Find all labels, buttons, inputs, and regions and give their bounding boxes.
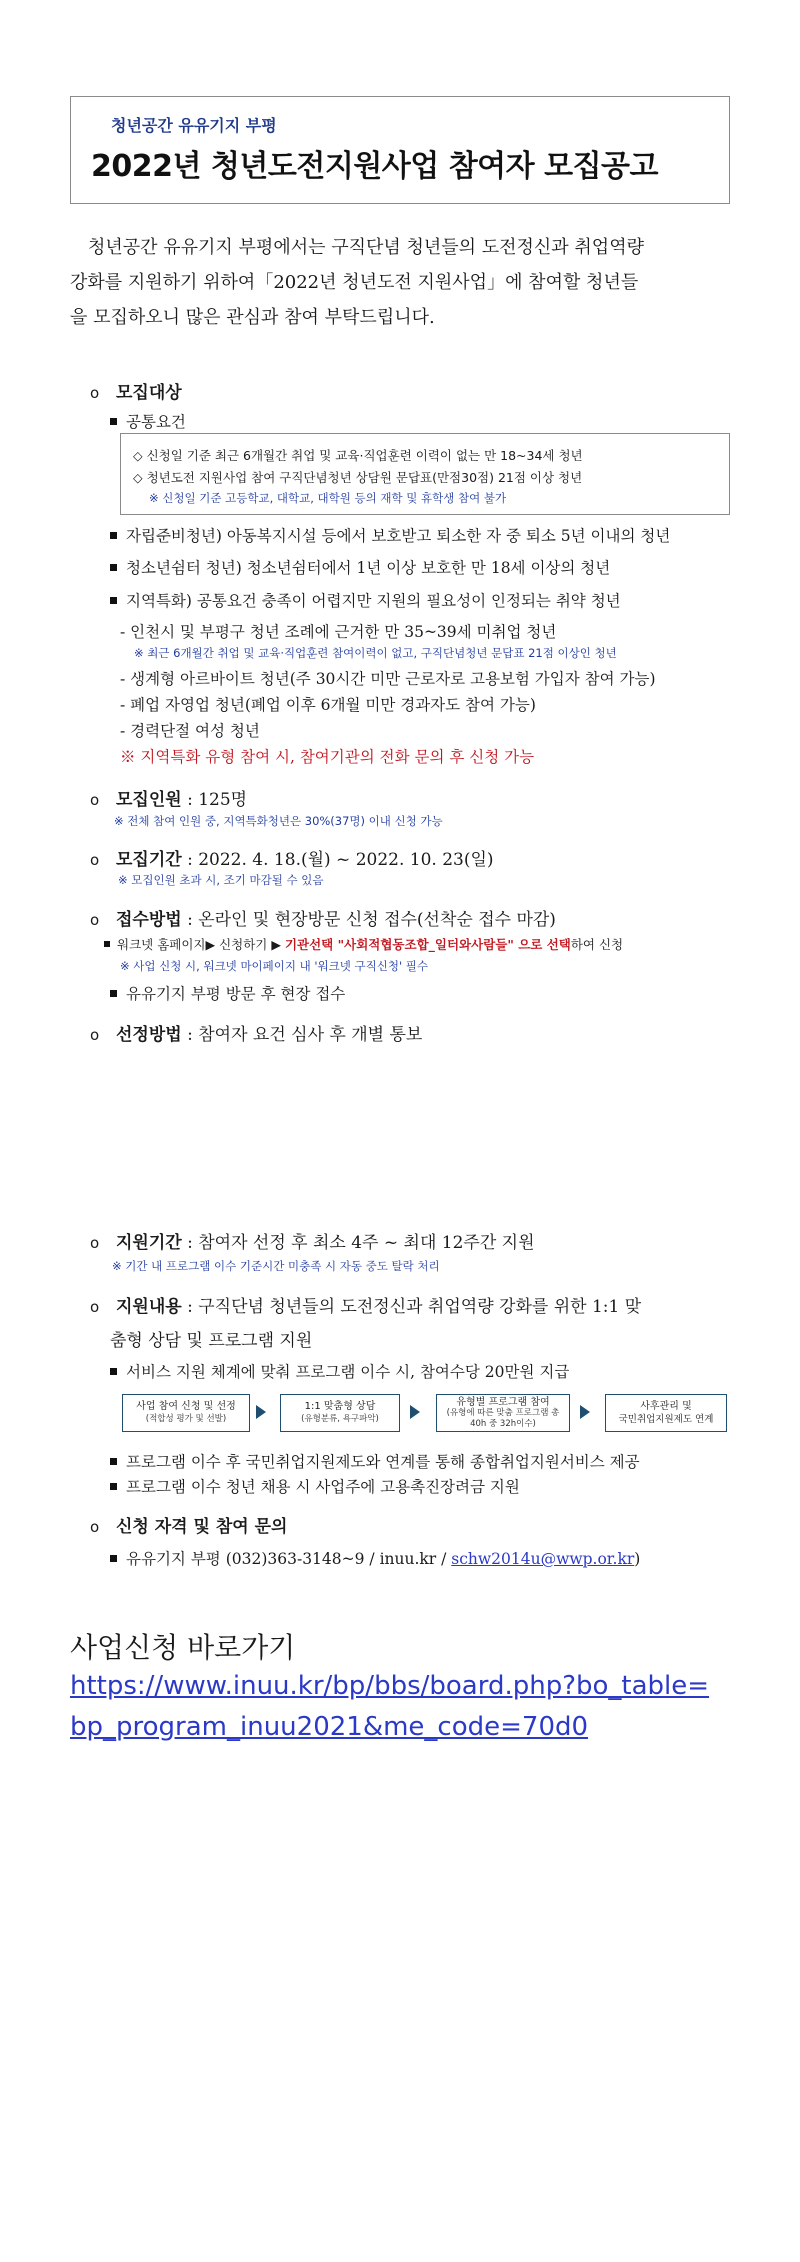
flow-step-program: 유형별 프로그램 참여 (유형에 따른 맞춤 프로그램 총 40h 중 32h이수) — [436, 1394, 570, 1432]
apply-link-heading: 사업신청 바로가기 — [70, 1631, 296, 1664]
circle-bullet-icon: ο — [90, 384, 100, 402]
arrow-right-icon — [256, 1405, 266, 1419]
target-sub-item: - 경력단절 여성 청년 — [120, 722, 260, 740]
circle-bullet-icon: ο — [90, 1234, 100, 1252]
section-target-heading: ο 모집대상 — [90, 383, 182, 403]
section-recruit-heading: ο 모집인원 : 125명 — [90, 790, 248, 810]
arrow-right-icon — [410, 1405, 420, 1419]
support-content-line2: 춤형 상담 및 프로그램 지원 — [110, 1331, 313, 1351]
condition-item: ◇ 청년도전 지원사업 참여 구직단념청년 상담원 문답표(만점30점) 21점 이상 청년 — [133, 470, 583, 485]
circle-bullet-icon: ο — [90, 791, 100, 809]
contact-item: 유유기지 부평 (032)363-3148~9 / inuu.kr / schw2014u@wwp.or.kr) — [110, 1547, 640, 1569]
section-apply-heading: ο 접수방법 : 온라인 및 현장방문 신청 접수(선착순 접수 마감) — [90, 910, 556, 930]
target-item: 자립준비청년) 아동복지시설 등에서 보호받고 퇴소한 자 중 퇴소 5년 이내의 청년 — [110, 524, 670, 546]
square-bullet-icon — [110, 418, 117, 425]
flow-step-apply: 사업 참여 신청 및 선정 (적합성 평가 및 선발) — [122, 1394, 250, 1432]
section-support-period-heading: ο 지원기간 : 참여자 선정 후 최소 4주 ~ 최대 12주간 지원 — [90, 1233, 535, 1253]
square-bullet-icon — [110, 532, 117, 539]
section-select-heading: ο 선정방법 : 참여자 요건 심사 후 개별 통보 — [90, 1025, 423, 1045]
apply-online-note: ※ 사업 신청 시, 워크넷 마이페이지 내 '워크넷 구직신청' 필수 — [120, 959, 429, 973]
page-title: 2022년 청년도전지원사업 참여자 모집공고 — [91, 149, 659, 184]
flow-step-counseling: 1:1 맞춤형 상담 (유형분류, 욕구파악) — [280, 1394, 400, 1432]
conditions-note: ※ 신청일 기준 고등학교, 대학교, 대학원 등의 재학 및 휴학생 참여 불가 — [149, 491, 507, 505]
circle-bullet-icon: ο — [90, 1518, 100, 1536]
condition-item: ◇ 신청일 기준 최근 6개월간 취업 및 교육·직업훈련 이력이 없는 만 18~34세 청년 — [133, 448, 583, 463]
apply-url-link[interactable]: https://www.inuu.kr/bp/bbs/board.php?bo_table= — [70, 1671, 710, 1701]
intro-line: 을 모집하오니 많은 관심과 참여 부탁드립니다. — [70, 307, 435, 328]
circle-bullet-icon: ο — [90, 1298, 100, 1316]
square-bullet-icon — [110, 1555, 117, 1562]
square-bullet-icon — [110, 990, 117, 997]
common-requirements-label: 공통요건 — [110, 410, 186, 432]
support-period-note: ※ 기간 내 프로그램 이수 기준시간 미충족 시 자동 중도 탈락 처리 — [112, 1259, 440, 1273]
apply-url-link-continued[interactable]: bp_program_inuu2021&me_code=70d0 — [70, 1712, 589, 1742]
intro-line: 청년공간 유유기지 부평에서는 구직단념 청년들의 도전정신과 취업역량 — [88, 237, 644, 258]
target-sub-item: - 생계형 아르바이트 청년(주 30시간 미만 근로자로 고용보험 가입자 참여 가능) — [120, 670, 656, 688]
intro-paragraph — [70, 230, 735, 335]
intro-line: 강화를 지원하기 위하여「2022년 청년도전 지원사업」에 참여할 청년들 — [70, 272, 639, 293]
support-item: 서비스 지원 체계에 맞춰 프로그램 이수 시, 참여수당 20만원 지급 — [110, 1360, 569, 1382]
flow-step-followup: 사후관리 및 국민취업지원제도 연계 — [605, 1394, 727, 1432]
recruit-note: ※ 전체 참여 인원 중, 지역특화청년은 30%(37명) 이내 신청 가능 — [114, 814, 443, 828]
apply-online-item: 워크넷 홈페이지▶ 신청하기 ▶ 기관선택 "사회적협동조합_일터와사람들" 으로 선택하여 신청 — [104, 935, 623, 953]
target-sub-item: - 인천시 및 부평구 청년 조례에 근거한 만 35~39세 미취업 청년 — [120, 623, 557, 641]
target-item: 청소년쉼터 청년) 청소년쉼터에서 1년 이상 보호한 만 18세 이상의 청년 — [110, 556, 610, 578]
title-box — [70, 96, 730, 204]
section-support-content-heading: ο 지원내용 : 구직단념 청년들의 도전정신과 취업역량 강화를 위한 1:1 맞 — [90, 1297, 642, 1317]
square-bullet-icon — [110, 564, 117, 571]
circle-bullet-icon: ο — [90, 1026, 100, 1044]
square-bullet-icon — [110, 597, 117, 604]
square-bullet-icon — [104, 941, 110, 947]
support-item: 프로그램 이수 후 국민취업지원제도와 연계를 통해 종합취업지원서비스 제공 — [110, 1450, 640, 1472]
section-contact-heading: ο 신청 자격 및 참여 문의 — [90, 1517, 288, 1537]
square-bullet-icon — [110, 1368, 117, 1375]
section-period-heading: ο 모집기간 : 2022. 4. 18.(월) ~ 2022. 10. 23(일) — [90, 850, 494, 870]
circle-bullet-icon: ο — [90, 851, 100, 869]
conditions-box — [120, 433, 730, 515]
support-item: 프로그램 이수 청년 채용 시 사업주에 고용촉진장려금 지원 — [110, 1475, 520, 1497]
target-red-note: ※ 지역특화 유형 참여 시, 참여기관의 전화 문의 후 신청 가능 — [120, 748, 535, 766]
title-subtitle: 청년공간 유유기지 부평 — [111, 116, 277, 135]
arrow-right-icon — [580, 1405, 590, 1419]
target-sub-item: - 폐업 자영업 청년(폐업 이후 6개월 미만 경과자도 참여 가능) — [120, 696, 536, 714]
target-item: 지역특화) 공통요건 충족이 어렵지만 지원의 필요성이 인정되는 취약 청년 — [110, 589, 621, 611]
circle-bullet-icon: ο — [90, 911, 100, 929]
target-sub-note: ※ 최근 6개월간 취업 및 교육·직업훈련 참여이력이 없고, 구직단념청년 문답표 21점 이상인 청년 — [134, 646, 617, 660]
square-bullet-icon — [110, 1483, 117, 1490]
contact-email-link[interactable]: schw2014u@wwp.or.kr — [451, 1550, 635, 1568]
square-bullet-icon — [110, 1458, 117, 1465]
period-note: ※ 모집인원 초과 시, 조기 마감될 수 있음 — [118, 873, 324, 887]
apply-visit-item: 유유기지 부평 방문 후 현장 접수 — [110, 982, 345, 1004]
